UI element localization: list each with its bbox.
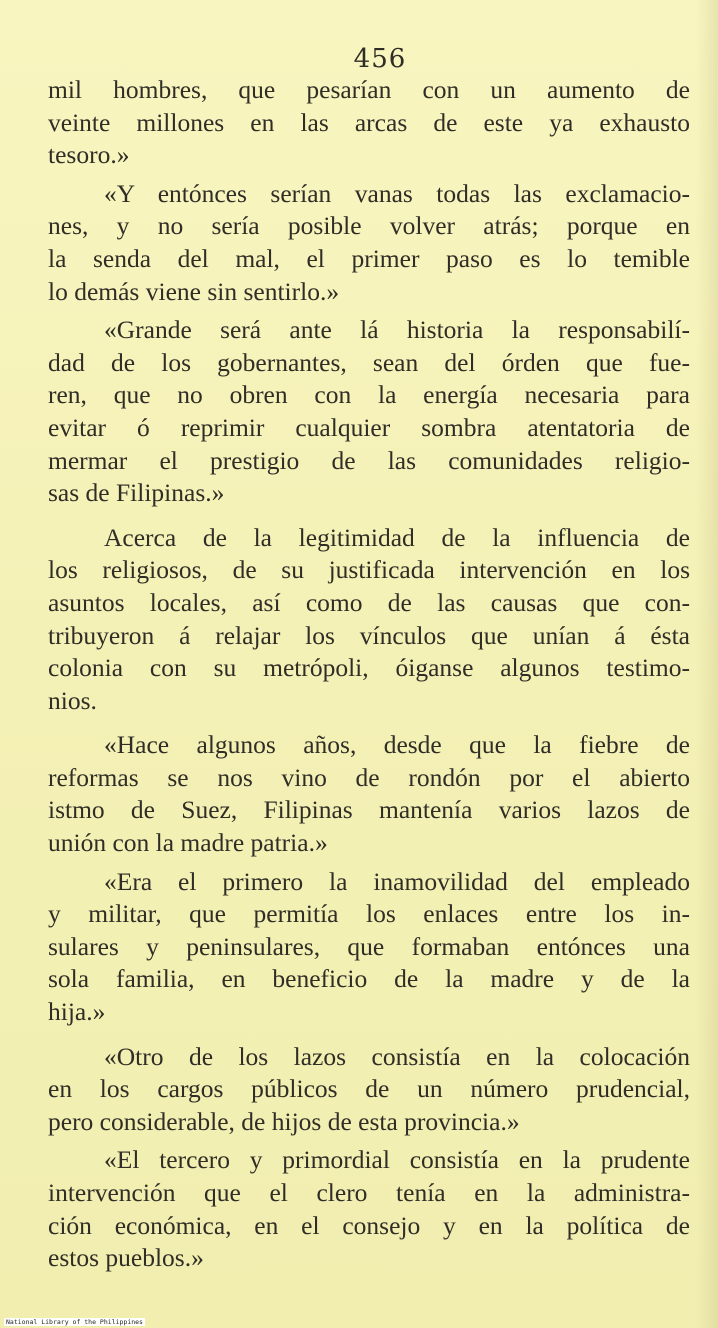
text-line: «El tercero y primordial consistía en la prudente [104,1145,690,1175]
text-line: asuntos locales, así como de las causas que con- [48,587,690,617]
text-line: y militar, que permitía los enlaces entre los in- [48,899,690,929]
text-line: la senda del mal, el primer paso es lo temible [48,243,690,273]
text-line: mil hombres, que pesarían con un aumento de [48,75,690,104]
text-line: mermar el prestigio de las comunidades religio- [48,445,690,475]
text-line: nes, y no sería posible volver atrás; porque en [48,211,690,241]
text-line: ción económica, en el consejo y en la política de [48,1210,690,1240]
text-line: los religiosos, de su justificada intervención en los [48,555,690,585]
text-line: colonia con su metrópoli, óiganse algunos testimo- [48,653,690,683]
text-line: unión con la madre patria.» [48,828,328,858]
paragraph-quote [48,314,690,510]
paragraph-body [48,522,690,718]
body-text [48,74,690,1275]
text-line: reformas se nos vino de rondón por el abierto [48,762,690,792]
text-line: veinte millones en las arcas de este ya exhausto [48,107,690,137]
paragraph-quote [48,178,690,308]
text-line: lo demás viene sin sentirlo.» [48,276,340,306]
text-line: «Grande será ante lá historia la responsabilí- [104,315,690,345]
library-credit: National Library of the Philippines [6,1318,143,1326]
text-line: tribuyeron á relajar los vínculos que unían á ésta [48,620,690,650]
text-line: «Era el primero la inamovilidad del empleado [104,866,690,896]
text-line: sulares y peninsulares, que formaban entónces una [48,931,690,961]
text-line: istmo de Suez, Filipinas mantenía varios lazos de [48,795,690,825]
text-line: sas de Filipinas.» [48,478,225,508]
paragraph-quote [48,729,690,859]
paragraph-continuation [48,74,690,172]
paragraph-quote [48,866,690,1029]
text-line: pero considerable, de hijos de esta provincia.» [48,1106,520,1136]
text-line: dad de los gobernantes, sean del órden que fue- [48,347,690,377]
text-line: ren, que no obren con la energía necesaria para [48,380,690,410]
text-line: Acerca de la legitimidad de la influencia de [104,522,690,552]
text-line: en los cargos públicos de un número prudencial, [48,1074,690,1104]
text-line: evitar ó reprimir cualquier sombra atentatoria de [48,412,690,442]
text-line: intervención que el clero tenía en la administra- [48,1178,690,1207]
text-line: nios. [48,685,97,715]
text-line: estos pueblos.» [48,1243,204,1273]
page-edge-shadow [696,0,718,1328]
text-line: «Y entónces serían vanas todas las exclamacio- [104,178,690,208]
text-line: «Otro de los lazos consistía en la colocación [104,1041,690,1071]
page-number: 456 [353,44,407,74]
text-line: sola familia, en beneficio de la madre y de la [48,964,690,994]
text-line: tesoro.» [48,140,130,170]
text-line: hija.» [48,997,106,1027]
paragraph-quote [48,1041,690,1139]
paragraph-quote [48,1144,690,1274]
text-line: «Hace algunos años, desde que la fiebre de [104,730,690,760]
